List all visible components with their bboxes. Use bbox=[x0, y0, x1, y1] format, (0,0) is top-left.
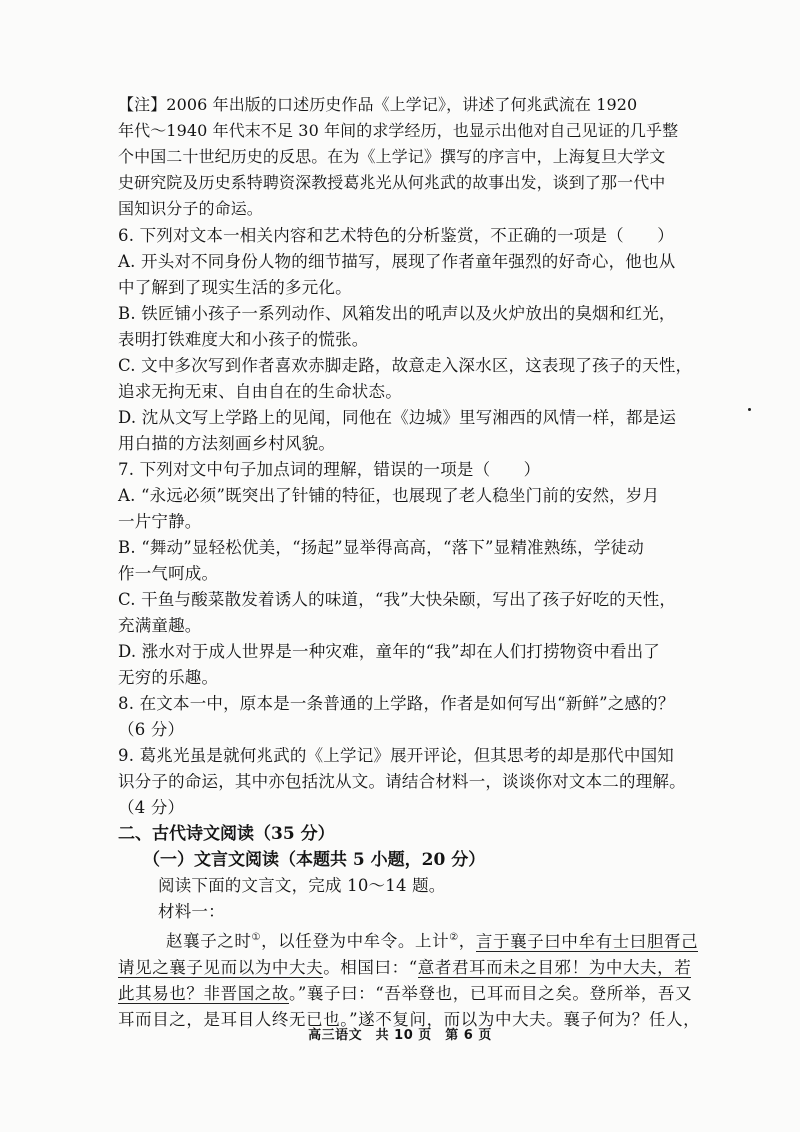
question-9-score: （4 分） bbox=[118, 798, 185, 817]
option-d-cont: 无穷的乐趣。 bbox=[118, 668, 219, 687]
classical-line-3 bbox=[118, 981, 718, 1007]
question-8 bbox=[118, 691, 718, 743]
text-fragment: ， bbox=[458, 931, 476, 951]
text-fragment: ，以任登为中牟令。上计 bbox=[261, 931, 450, 951]
note-line: 年代～1940 年代末不足 30 年间的求学经历，也显示出他对自己见证的几乎整 bbox=[118, 121, 679, 140]
question-9-line: 9. 葛兆光虽是就何兆武的《上学记》展开评论，但其思考的却是那代中国知 bbox=[118, 746, 674, 765]
underlined-sentence: 此其易也？非晋国之故 bbox=[118, 983, 289, 1003]
text-fragment: 。相国曰：“ bbox=[323, 957, 418, 977]
material-label: 材料一： bbox=[158, 902, 225, 921]
underlined-sentence: 意者君耳而未之目邪！为中大夫，若 bbox=[417, 957, 692, 977]
question-7 bbox=[118, 457, 718, 691]
option-a-cont: 中了解到了现实生活的多元化。 bbox=[118, 278, 352, 297]
underlined-sentence: 请见之襄子见而以为中大夫 bbox=[118, 957, 324, 977]
option-d: D. 沈从文写上学路上的见闻，同他在《边城》里写湘西的风情一样，都是运 bbox=[118, 408, 677, 427]
note-line: 【注】2006 年出版的口述历史作品《上学记》，讲述了何兆武流在 1920 bbox=[118, 95, 638, 114]
question-7-stem: 7. 下列对文中句子加点词的理解，错误的一项是（ ） bbox=[118, 460, 541, 479]
question-8-line: 8. 在文本一中，原本是一条普通的上学路，作者是如何写出“新鲜”之感的？ bbox=[118, 694, 675, 713]
option-c: C. 文中多次写到作者喜欢赤脚走路，故意走入深水区，这表现了孩子的天性， bbox=[118, 356, 693, 375]
option-a: A. 开头对不同身份人物的细节描写，展现了作者童年强烈的好奇心，他也从 bbox=[118, 252, 676, 271]
option-a: A. “永远必须”既突出了针铺的特征，也展现了老人稳坐门前的安然，岁月 bbox=[118, 486, 660, 505]
page-body bbox=[118, 92, 718, 1033]
option-b-cont: 作一气呵成。 bbox=[118, 564, 219, 583]
classical-line-1 bbox=[118, 925, 718, 955]
question-8-score: （6 分） bbox=[118, 720, 185, 739]
question-9 bbox=[118, 743, 718, 821]
underlined-sentence: 言于襄子曰中牟有士曰胆胥己 bbox=[475, 931, 699, 951]
option-b-cont: 表明打铁难度大和小孩子的慌张。 bbox=[118, 330, 369, 349]
reading-instruction: 阅读下面的文言文，完成 10～14 题。 bbox=[158, 876, 446, 895]
option-c-cont: 充满童趣。 bbox=[118, 616, 202, 635]
section-2-subtitle: （一）文言文阅读（本题共 5 小题，20 分） bbox=[143, 850, 486, 870]
section-2-title: 二、古代诗文阅读（35 分） bbox=[118, 824, 335, 844]
classical-line-2 bbox=[118, 955, 718, 981]
question-6-stem: 6. 下列对文本一相关内容和艺术特色的分析鉴赏，不正确的一项是（ ） bbox=[118, 226, 674, 245]
text-fragment: 赵襄子之时 bbox=[166, 931, 252, 951]
option-d-cont: 用白描的方法刻画乡村风貌。 bbox=[118, 434, 336, 453]
note-line: 国知识分子的命运。 bbox=[118, 199, 263, 218]
option-b: B. 铁匠铺小孩子一系列动作、风箱发出的吼声以及火炉放出的臭烟和红光， bbox=[118, 304, 676, 323]
option-c: C. 干鱼与酸菜散发着诱人的味道，“我”大快朵颐，写出了孩子好吃的天性， bbox=[118, 590, 677, 609]
footnote-marker: ② bbox=[449, 932, 459, 943]
option-a-cont: 一片宁静。 bbox=[118, 512, 202, 531]
option-b: B. “舞动”显轻松优美，“扬起”显举得高高，“落下”显精准熟练，学徒动 bbox=[118, 538, 644, 557]
classical-line-4: 耳而目之，是耳目人终无已也。”遂不复问，而以为中大夫。襄子何为？任人， bbox=[118, 1009, 701, 1029]
page-footer: 高三语文 共 10 页 第 6 页 bbox=[308, 1028, 492, 1043]
option-d: D. 涨水对于成人世界是一种灾难，童年的“我”却在人们打捞物资中看出了 bbox=[118, 642, 661, 661]
option-c-cont: 追求无拘无束、自由自在的生命状态。 bbox=[118, 382, 402, 401]
classical-text bbox=[118, 925, 718, 1033]
scan-speck bbox=[748, 408, 751, 411]
note-block bbox=[118, 92, 718, 222]
question-9-line: 识分子的命运，其中亦包括沈从文。请结合材料一，谈谈你对文本二的理解。 bbox=[118, 772, 686, 791]
text-fragment: 。”襄子曰：“吾举登也，已耳而目之矣。登所举，吾又 bbox=[289, 983, 693, 1003]
note-line: 史研究院及历史系特聘资深教授葛兆光从何兆武的故事出发，谈到了那一代中 bbox=[118, 173, 666, 192]
question-6 bbox=[118, 223, 718, 457]
footnote-marker: ① bbox=[251, 932, 262, 943]
note-line: 个中国二十世纪历史的反思。在为《上学记》撰写的序言中，上海复旦大学文 bbox=[118, 147, 666, 166]
